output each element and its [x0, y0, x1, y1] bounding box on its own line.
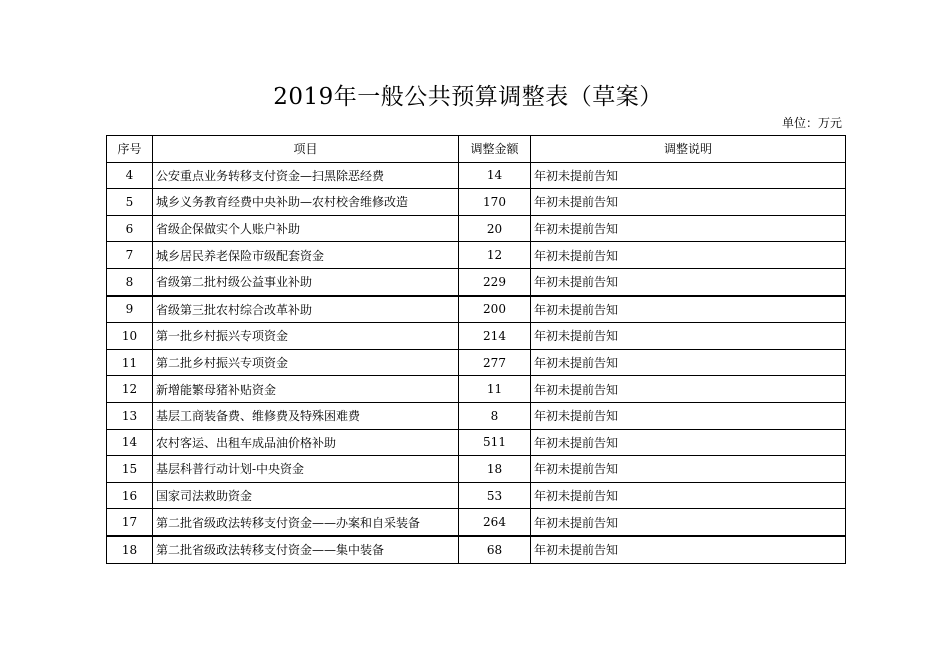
cell-note: 年初未提前告知 [531, 509, 846, 536]
table-row [107, 349, 846, 376]
cell-note: 年初未提前告知 [531, 323, 846, 350]
table-row [107, 429, 846, 456]
cell-no: 5 [107, 189, 153, 216]
cell-no: 17 [107, 509, 153, 536]
cell-no: 7 [107, 242, 153, 269]
table-row [107, 482, 846, 509]
cell-no: 14 [107, 429, 153, 456]
cell-amount: 264 [459, 509, 531, 536]
cell-note: 年初未提前告知 [531, 242, 846, 269]
table-row [107, 296, 846, 323]
cell-item: 第二批乡村振兴专项资金 [153, 349, 459, 376]
cell-item: 省级企保做实个人账户补助 [153, 215, 459, 242]
table-header-row [107, 136, 846, 163]
cell-item: 基层工商装备费、维修费及特殊困难费 [153, 402, 459, 429]
cell-note: 年初未提前告知 [531, 268, 846, 295]
cell-note: 年初未提前告知 [531, 189, 846, 216]
cell-no: 6 [107, 215, 153, 242]
header-no: 序号 [107, 136, 153, 163]
table-row [107, 323, 846, 350]
cell-amount: 214 [459, 323, 531, 350]
cell-no: 18 [107, 536, 153, 563]
header-note: 调整说明 [531, 136, 846, 163]
cell-item: 第二批省级政法转移支付资金——办案和自采装备 [153, 509, 459, 536]
table-row [107, 189, 846, 216]
cell-amount: 18 [459, 456, 531, 483]
cell-amount: 53 [459, 482, 531, 509]
cell-item: 城乡义务教育经费中央补助—农村校舍维修改造 [153, 189, 459, 216]
cell-note: 年初未提前告知 [531, 296, 846, 323]
header-item: 项目 [153, 136, 459, 163]
cell-no: 9 [107, 296, 153, 323]
cell-amount: 12 [459, 242, 531, 269]
cell-item: 城乡居民养老保险市级配套资金 [153, 242, 459, 269]
table-row [107, 376, 846, 403]
unit-label: 单位：万元 [781, 116, 842, 130]
cell-no: 8 [107, 268, 153, 295]
cell-item: 第一批乡村振兴专项资金 [153, 323, 459, 350]
cell-note: 年初未提前告知 [531, 162, 846, 189]
cell-no: 13 [107, 402, 153, 429]
table-row [107, 509, 846, 536]
cell-item: 国家司法救助资金 [153, 482, 459, 509]
page-title: 2019年一般公共预算调整表（草案） [273, 84, 663, 110]
cell-note: 年初未提前告知 [531, 349, 846, 376]
cell-no: 4 [107, 162, 153, 189]
cell-no: 10 [107, 323, 153, 350]
table-row [107, 242, 846, 269]
cell-amount: 511 [459, 429, 531, 456]
cell-amount: 277 [459, 349, 531, 376]
cell-item: 基层科普行动计划-中央资金 [153, 456, 459, 483]
cell-no: 16 [107, 482, 153, 509]
cell-item: 省级第三批农村综合改革补助 [153, 296, 459, 323]
cell-note: 年初未提前告知 [531, 215, 846, 242]
cell-note: 年初未提前告知 [531, 482, 846, 509]
table-row [107, 536, 846, 563]
table-row [107, 268, 846, 295]
header-amount: 调整金额 [459, 136, 531, 163]
cell-amount: 229 [459, 268, 531, 295]
cell-item: 新增能繁母猪补贴资金 [153, 376, 459, 403]
cell-note: 年初未提前告知 [531, 429, 846, 456]
cell-no: 15 [107, 456, 153, 483]
cell-amount: 20 [459, 215, 531, 242]
table-row [107, 162, 846, 189]
cell-amount: 68 [459, 536, 531, 563]
cell-item: 农村客运、出租车成品油价格补助 [153, 429, 459, 456]
cell-amount: 11 [459, 376, 531, 403]
table-row [107, 402, 846, 429]
cell-amount: 200 [459, 296, 531, 323]
cell-note: 年初未提前告知 [531, 402, 846, 429]
cell-note: 年初未提前告知 [531, 536, 846, 563]
table-row [107, 456, 846, 483]
cell-item: 省级第二批村级公益事业补助 [153, 268, 459, 295]
cell-amount: 170 [459, 189, 531, 216]
cell-note: 年初未提前告知 [531, 376, 846, 403]
cell-note: 年初未提前告知 [531, 456, 846, 483]
cell-no: 12 [107, 376, 153, 403]
cell-amount: 14 [459, 162, 531, 189]
cell-item: 第二批省级政法转移支付资金——集中装备 [153, 536, 459, 563]
table-row [107, 215, 846, 242]
budget-adjustment-table [106, 135, 846, 564]
cell-amount: 8 [459, 402, 531, 429]
cell-item: 公安重点业务转移支付资金—扫黑除恶经费 [153, 162, 459, 189]
cell-no: 11 [107, 349, 153, 376]
